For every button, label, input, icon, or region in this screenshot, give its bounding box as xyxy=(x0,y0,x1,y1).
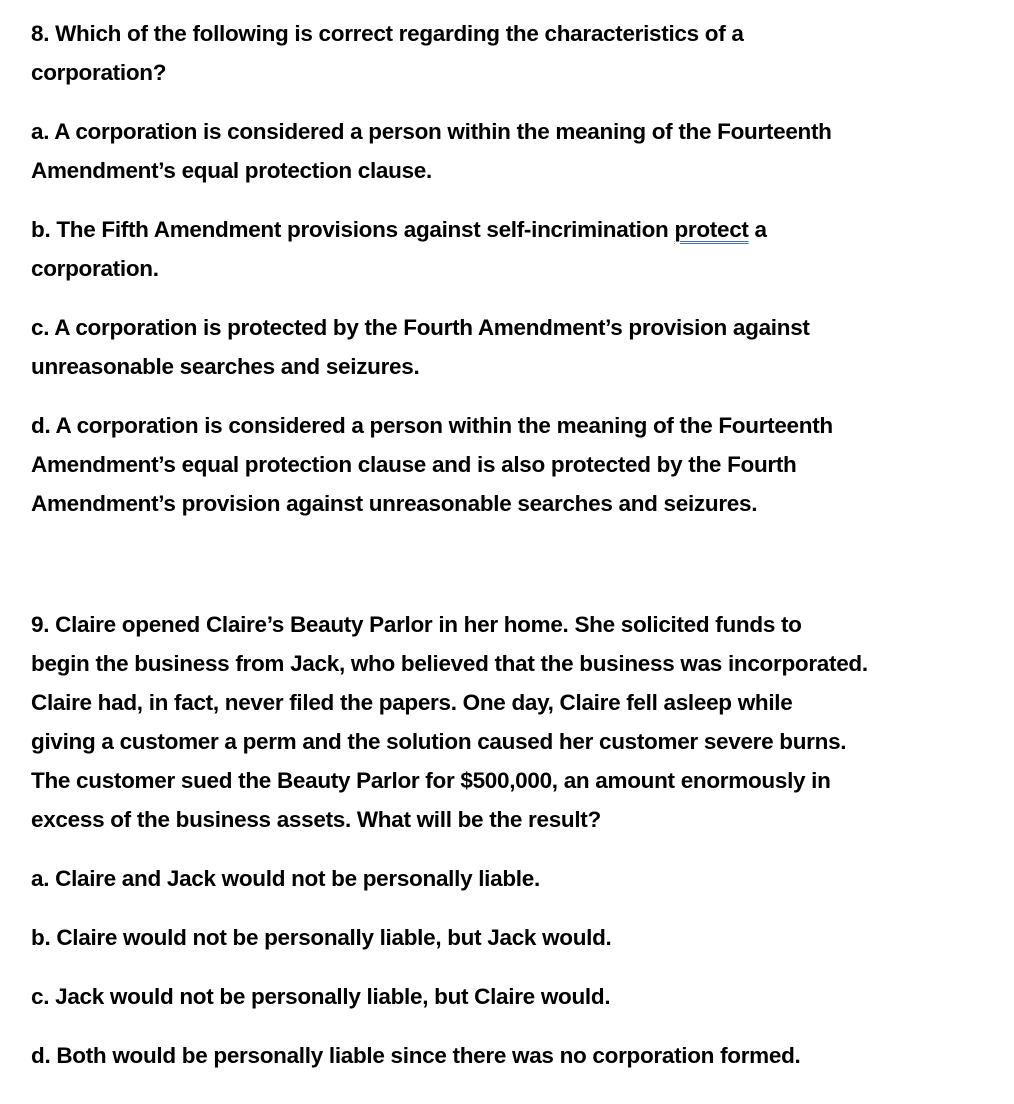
question-8-stem-line: 8. Which of the following is correct regarding the characteristics of a xyxy=(31,21,744,46)
underlined-word: protect xyxy=(674,217,749,242)
option-line: corporation. xyxy=(31,256,159,281)
question-8 xyxy=(31,14,991,523)
question-8-stem xyxy=(31,14,991,92)
option-line: Amendment’s provision against unreasonable searches and seizures. xyxy=(31,491,758,516)
option-line xyxy=(31,210,991,249)
question-9-stem xyxy=(31,605,991,839)
option-text: b. The Fifth Amendment provisions against self-incrimination xyxy=(31,217,675,242)
question-9-stem-line: Claire had, in fact, never filed the papers. One day, Claire fell asleep while xyxy=(31,690,793,715)
question-8-option-c xyxy=(31,308,991,386)
question-9-stem-line: 9. Claire opened Claire’s Beauty Parlor in her home. She solicited funds to xyxy=(31,612,802,637)
question-9-stem-line: excess of the business assets. What will be the result? xyxy=(31,807,601,832)
option-line: b. Claire would not be personally liable, but Jack would. xyxy=(31,925,612,950)
option-line: unreasonable searches and seizures. xyxy=(31,354,420,379)
question-9-stem-line: begin the business from Jack, who believed that the business was incorporated. xyxy=(31,651,868,676)
option-line: Amendment’s equal protection clause. xyxy=(31,158,432,183)
question-9-option-d xyxy=(31,1036,991,1075)
option-line: d. A corporation is considered a person within the meaning of the Fourteenth xyxy=(31,413,833,438)
option-line: a. Claire and Jack would not be personally liable. xyxy=(31,866,540,891)
option-text: a xyxy=(748,217,767,242)
question-9-stem-line: The customer sued the Beauty Parlor for $500,000, an amount enormously in xyxy=(31,768,831,793)
question-9-option-b xyxy=(31,918,991,957)
question-8-stem-line: corporation? xyxy=(31,60,167,85)
option-line: c. A corporation is protected by the Fourth Amendment’s provision against xyxy=(31,315,810,340)
option-line: c. Jack would not be personally liable, but Claire would. xyxy=(31,984,611,1009)
document-page xyxy=(31,14,991,1075)
option-line: a. A corporation is considered a person within the meaning of the Fourteenth xyxy=(31,119,832,144)
question-9-option-c xyxy=(31,977,991,1016)
question-9-option-a xyxy=(31,859,991,898)
question-8-option-d xyxy=(31,406,991,523)
question-9-stem-line: giving a customer a perm and the solution caused her customer severe burns. xyxy=(31,729,847,754)
question-9 xyxy=(31,605,991,1075)
question-8-option-a xyxy=(31,112,991,190)
option-line: Amendment’s equal protection clause and is also protected by the Fourth xyxy=(31,452,797,477)
question-8-option-b xyxy=(31,210,991,288)
option-line: d. Both would be personally liable since there was no corporation formed. xyxy=(31,1043,801,1068)
